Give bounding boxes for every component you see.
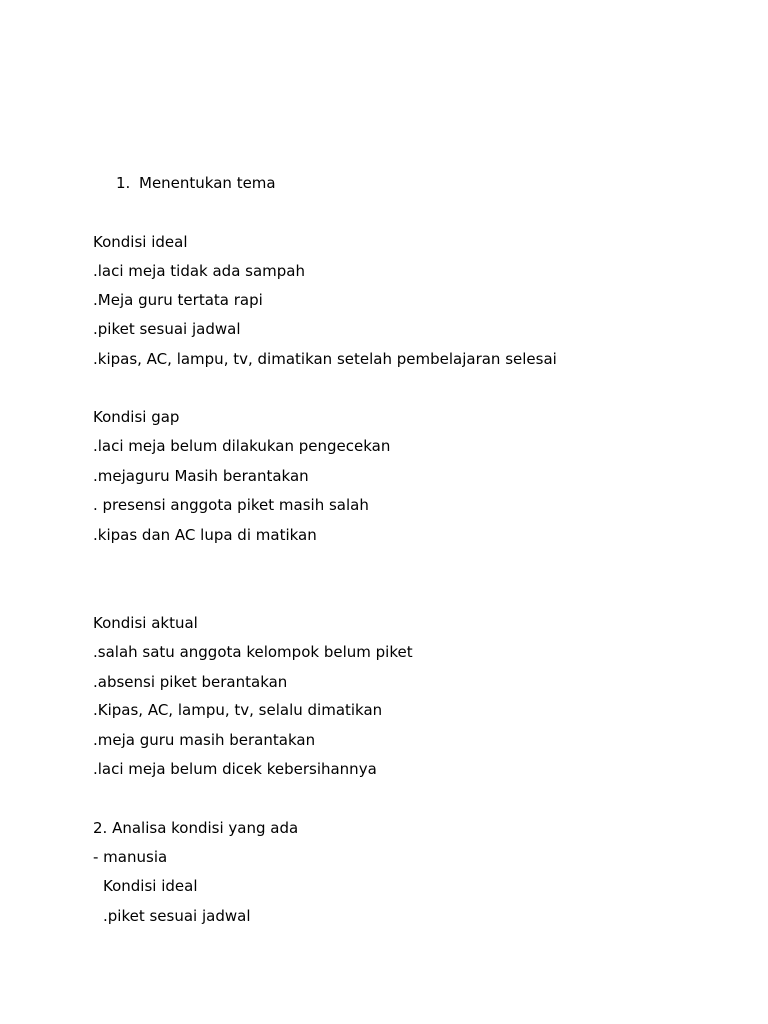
section-2-sub-item: .piket sesuai jadwal [103,907,251,925]
ideal-item: .piket sesuai jadwal [93,320,241,338]
section-2-heading: 2. Analisa kondisi yang ada [93,819,299,837]
gap-item: .kipas dan AC lupa di matikan [93,526,317,544]
section-1-heading [116,174,276,192]
ideal-item: .Meja guru tertata rapi [93,291,263,309]
aktual-heading: Kondisi aktual [93,614,198,632]
ideal-item: .laci meja tidak ada sampah [93,262,306,280]
section-2-sub-heading: Kondisi ideal [103,877,198,895]
gap-heading: Kondisi gap [93,408,180,426]
ideal-item: .kipas, AC, lampu, tv, dimatikan setelah pembelajaran selesai [93,350,557,368]
aktual-item: .Kipas, AC, lampu, tv, selalu dimatikan [93,701,383,719]
section-1-title: Menentukan tema [139,174,276,192]
aktual-item: .meja guru masih berantakan [93,731,316,749]
aktual-item: .salah satu anggota kelompok belum piket [93,643,413,661]
gap-item: .mejaguru Masih berantakan [93,467,309,485]
ideal-heading: Kondisi ideal [93,233,188,251]
list-number: 1. [116,174,131,192]
aktual-item: .absensi piket berantakan [93,673,288,691]
aktual-item: .laci meja belum dicek kebersihannya [93,760,377,778]
gap-item: .laci meja belum dilakukan pengecekan [93,437,391,455]
section-2-sub: - manusia [93,848,168,866]
gap-item: . presensi anggota piket masih salah [93,496,369,514]
